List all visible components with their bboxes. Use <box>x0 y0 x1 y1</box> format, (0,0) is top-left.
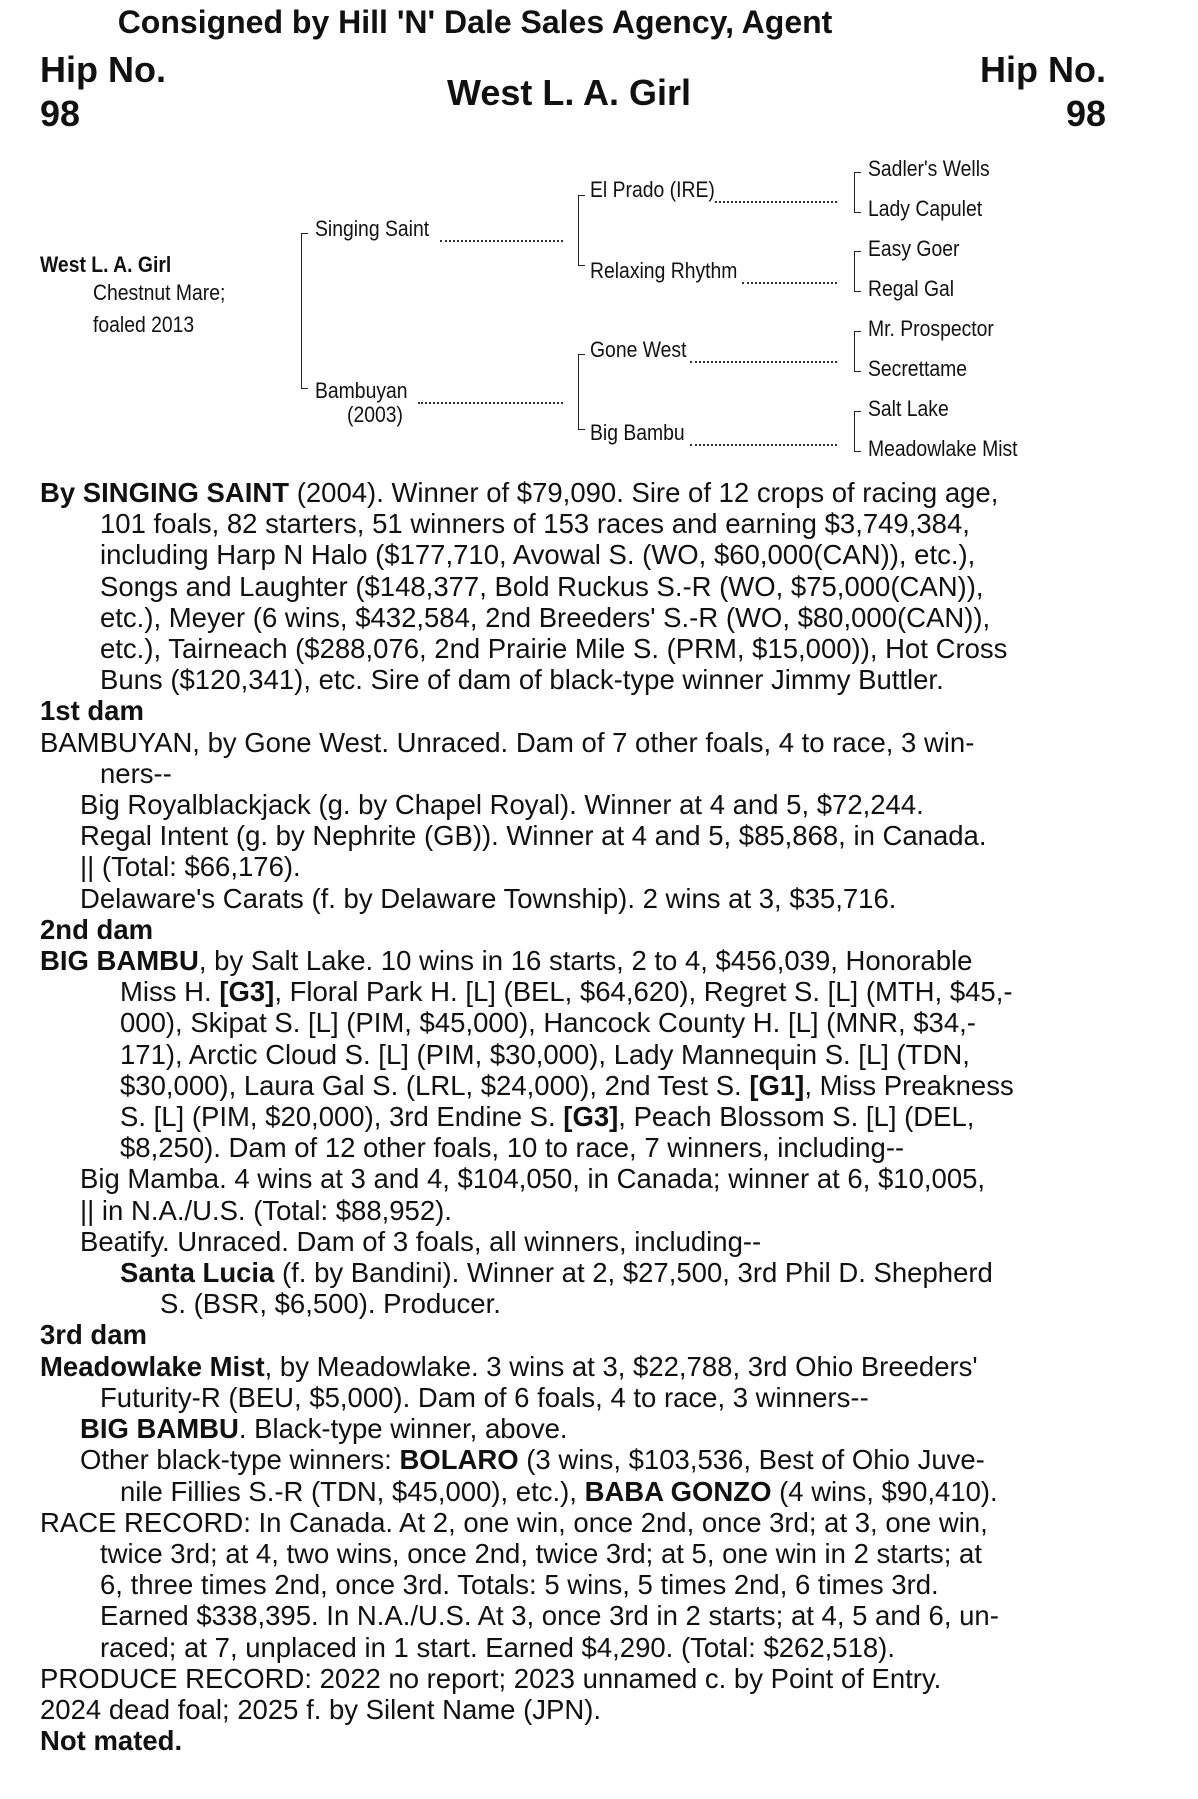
hip-number-right <box>980 48 1106 136</box>
pedigree-bracket <box>854 172 855 212</box>
pedigree-bracket-tick <box>854 212 861 213</box>
pedigree-bracket-tick <box>854 291 861 292</box>
pedigree-bracket <box>854 331 855 371</box>
pedigree-sire-sire: El Prado (IRE) <box>590 177 715 202</box>
pedigree-bracket-tick <box>301 388 308 389</box>
pedigree-bracket-tick <box>854 251 861 252</box>
pedigree-dam: Bambuyan <box>315 378 408 403</box>
pedigree-dam-dam: Big Bambu <box>590 420 685 445</box>
pedigree-g3-7: Salt Lake <box>868 396 949 421</box>
foal-line: Regal Intent (g. by Nephrite (GB)). Winner at 4 and 5, $85,868, in Canada. <box>80 820 987 852</box>
sire-line: Buns ($120,341), etc. Sire of dam of black-type winner Jimmy Buttler. <box>100 664 944 696</box>
produce-record <box>40 1663 1120 1757</box>
pedigree-bracket <box>301 233 302 388</box>
pedigree-bracket-tick <box>854 172 861 173</box>
granddaughter-name: Santa Lucia <box>120 1257 275 1289</box>
foal-line: Big Mamba. 4 wins at 3 and 4, $104,050, in Canada; winner at 6, $10,005, <box>80 1163 986 1195</box>
hip-label: Hip No. <box>40 49 166 90</box>
sire-paragraph <box>40 477 1120 695</box>
dam-line: Futurity-R (BEU, $5,000). Dam of 6 foals, 4 to race, 3 winners-- <box>100 1381 869 1413</box>
foal-name: BIG BAMBU <box>80 1413 239 1445</box>
dam-line: $30,000), Laura Gal S. (LRL, $24,000), 2nd Test S. <box>120 1069 750 1101</box>
pedigree-bracket <box>578 195 579 265</box>
record-line: raced; at 7, unplaced in 1 start. Earned $4,290. (Total: $262,518). <box>100 1631 895 1663</box>
first-dam-section <box>40 695 1120 913</box>
pedigree-bracket-tick <box>578 429 585 430</box>
sire-name: By SINGING SAINT <box>40 477 290 508</box>
dam-line: , Floral Park H. [L] (BEL, $64,620), Regret S. [L] (MTH, $45,- <box>274 976 1013 1008</box>
dam-line: , by Meadowlake. 3 wins at 3, $22,788, 3rd Ohio Breeders' <box>264 1350 978 1382</box>
dam-line: 171), Arctic Cloud S. [L] (PIM, $30,000), Lady Mannequin S. [L] (TDN, <box>120 1038 970 1070</box>
pedigree-subject-foaled: foaled 2013 <box>93 312 195 337</box>
sire-line: etc.), Meyer (6 wins, $432,584, 2nd Breeders' S.-R (WO, $80,000(CAN)), <box>100 601 991 633</box>
foal-line: || in N.A./U.S. (Total: $88,952). <box>80 1194 452 1226</box>
pedigree-sire-dam: Relaxing Rhythm <box>590 258 738 283</box>
hip-number: 98 <box>40 93 81 134</box>
hip-number-left <box>40 48 166 136</box>
pedigree-leader-dots <box>690 442 837 446</box>
pedigree-g3-6: Secrettame <box>868 356 967 381</box>
sire-line: including Harp N Halo ($177,710, Avowal S. (WO, $60,000(CAN)), etc.), <box>100 539 976 571</box>
foal-line: . Black-type winner, above. <box>238 1413 568 1445</box>
pedigree-bracket-tick <box>578 195 585 196</box>
pedigree-leader-dots <box>715 199 837 203</box>
horse-title: West L. A. Girl <box>447 72 692 113</box>
hip-label: Hip No. <box>980 49 1106 90</box>
sire-line: Songs and Laughter ($148,377, Bold Ruckus S.-R (WO, $75,000(CAN)), <box>100 570 984 602</box>
record-line: Earned $338,395. In N.A./U.S. At 3, once 3rd in 2 starts; at 4, 5 and 6, un- <box>100 1600 999 1632</box>
grade-badge: [G1] <box>749 1069 805 1101</box>
pedigree-leader-dots <box>742 280 837 284</box>
pedigree-subject-desc: Chestnut Mare; <box>93 280 226 305</box>
race-record <box>40 1507 1120 1663</box>
produce-line: PRODUCE RECORD: 2022 no report; 2023 unnamed c. by Point of Entry. <box>40 1662 942 1694</box>
foal-line: nile Fillies S.-R (TDN, $45,000), etc.), <box>120 1475 585 1507</box>
pedigree-g3-2: Lady Capulet <box>868 196 983 221</box>
section-heading: 1st dam <box>40 695 144 727</box>
pedigree-bracket-tick <box>854 371 861 372</box>
grade-badge: [G3] <box>563 1101 619 1133</box>
dam-line: BAMBUYAN, by Gone West. Unraced. Dam of 7 other foals, 4 to race, 3 win- <box>40 726 975 758</box>
sire-line: (2004). Winner of $79,090. Sire of 12 crops of racing age, <box>289 477 999 508</box>
hip-number: 98 <box>1065 93 1106 134</box>
foal-line: || (Total: $66,176). <box>80 851 301 883</box>
pedigree-bracket <box>854 411 855 451</box>
catalog-body <box>40 477 1120 1756</box>
second-dam-section <box>40 914 1120 1320</box>
pedigree-g3-3: Easy Goer <box>868 236 960 261</box>
foal-line: (3 wins, $103,536, Best of Ohio Juve- <box>518 1444 985 1476</box>
pedigree-g3-5: Mr. Prospector <box>868 316 994 341</box>
dam-name: Meadowlake Mist <box>40 1350 265 1382</box>
dam-line: S. [L] (PIM, $20,000), 3rd Endine S. <box>120 1101 564 1133</box>
pedigree-bracket-tick <box>578 354 585 355</box>
dam-line: , Peach Blossom S. [L] (DEL, <box>618 1101 975 1133</box>
dam-line: , Miss Preakness <box>804 1069 1014 1101</box>
pedigree-bracket <box>854 251 855 291</box>
foal-line: S. (BSR, $6,500). Producer. <box>160 1288 501 1320</box>
consignor-line: Consigned by Hill 'N' Dale Sales Agency, Agent <box>117 4 833 40</box>
dam-line: ners-- <box>100 757 172 789</box>
pedigree-dam-year: (2003) <box>347 402 403 427</box>
dam-line: 000), Skipat S. [L] (PIM, $45,000), Hancock County H. [L] (MNR, $34,- <box>120 1007 976 1039</box>
dam-line: Miss H. <box>120 976 220 1008</box>
pedigree-g3-4: Regal Gal <box>868 276 955 301</box>
foal-line: Big Royalblackjack (g. by Chapel Royal). Winner at 4 and 5, $72,244. <box>80 789 924 821</box>
foal-name: BOLARO <box>399 1444 519 1476</box>
pedigree-bracket <box>578 354 579 429</box>
sire-line: etc.), Tairneach ($288,076, 2nd Prairie Mile S. (PRM, $15,000)), Hot Cross <box>100 633 1008 665</box>
record-line: twice 3rd; at 4, two wins, once 2nd, twice 3rd; at 5, one win in 2 starts; at <box>100 1537 982 1569</box>
mating-status: Not mated. <box>40 1725 183 1757</box>
section-heading: 2nd dam <box>40 913 154 945</box>
pedigree-g3-1: Sadler's Wells <box>868 156 990 181</box>
pedigree-g3-8: Meadowlake Mist <box>868 436 1018 461</box>
foal-line: Other black-type winners: <box>80 1444 400 1476</box>
third-dam-section <box>40 1319 1120 1506</box>
pedigree-leader-dots <box>418 400 563 404</box>
sire-line: 101 foals, 82 starters, 51 winners of 153 races and earning $3,749,384, <box>100 508 970 540</box>
pedigree-dam-sire: Gone West <box>590 337 687 362</box>
foal-name: BABA GONZO <box>584 1475 772 1507</box>
pedigree-bracket-tick <box>854 411 861 412</box>
produce-line: 2024 dead foal; 2025 f. by Silent Name (JPN). <box>40 1693 602 1725</box>
pedigree-sire: Singing Saint <box>315 216 430 241</box>
pedigree-leader-dots <box>690 359 837 363</box>
pedigree-bracket-tick <box>854 331 861 332</box>
foal-line: Delaware's Carats (f. by Delaware Township). 2 wins at 3, $35,716. <box>80 882 897 914</box>
record-line: RACE RECORD: In Canada. At 2, one win, once 2nd, once 3rd; at 3, one win, <box>40 1506 988 1538</box>
section-heading: 3rd dam <box>40 1319 147 1351</box>
pedigree-leader-dots <box>440 238 563 242</box>
pedigree-bracket-tick <box>578 265 585 266</box>
dam-line: , by Salt Lake. 10 wins in 16 starts, 2 to 4, $456,039, Honorable <box>198 945 973 977</box>
pedigree-subject-name: West L. A. Girl <box>40 252 172 277</box>
pedigree-bracket-tick <box>854 451 861 452</box>
foal-line: (4 wins, $90,410). <box>771 1475 998 1507</box>
pedigree-bracket-tick <box>301 233 308 234</box>
foal-line: (f. by Bandini). Winner at 2, $27,500, 3rd Phil D. Shepherd <box>274 1257 993 1289</box>
foal-line: Beatify. Unraced. Dam of 3 foals, all winners, including-- <box>80 1225 762 1257</box>
dam-name: BIG BAMBU <box>40 945 199 977</box>
grade-badge: [G3] <box>219 976 275 1008</box>
record-line: 6, three times 2nd, once 3rd. Totals: 5 wins, 5 times 2nd, 6 times 3rd. <box>100 1569 939 1601</box>
dam-line: $8,250). Dam of 12 other foals, 10 to race, 7 winners, including-- <box>120 1132 905 1164</box>
